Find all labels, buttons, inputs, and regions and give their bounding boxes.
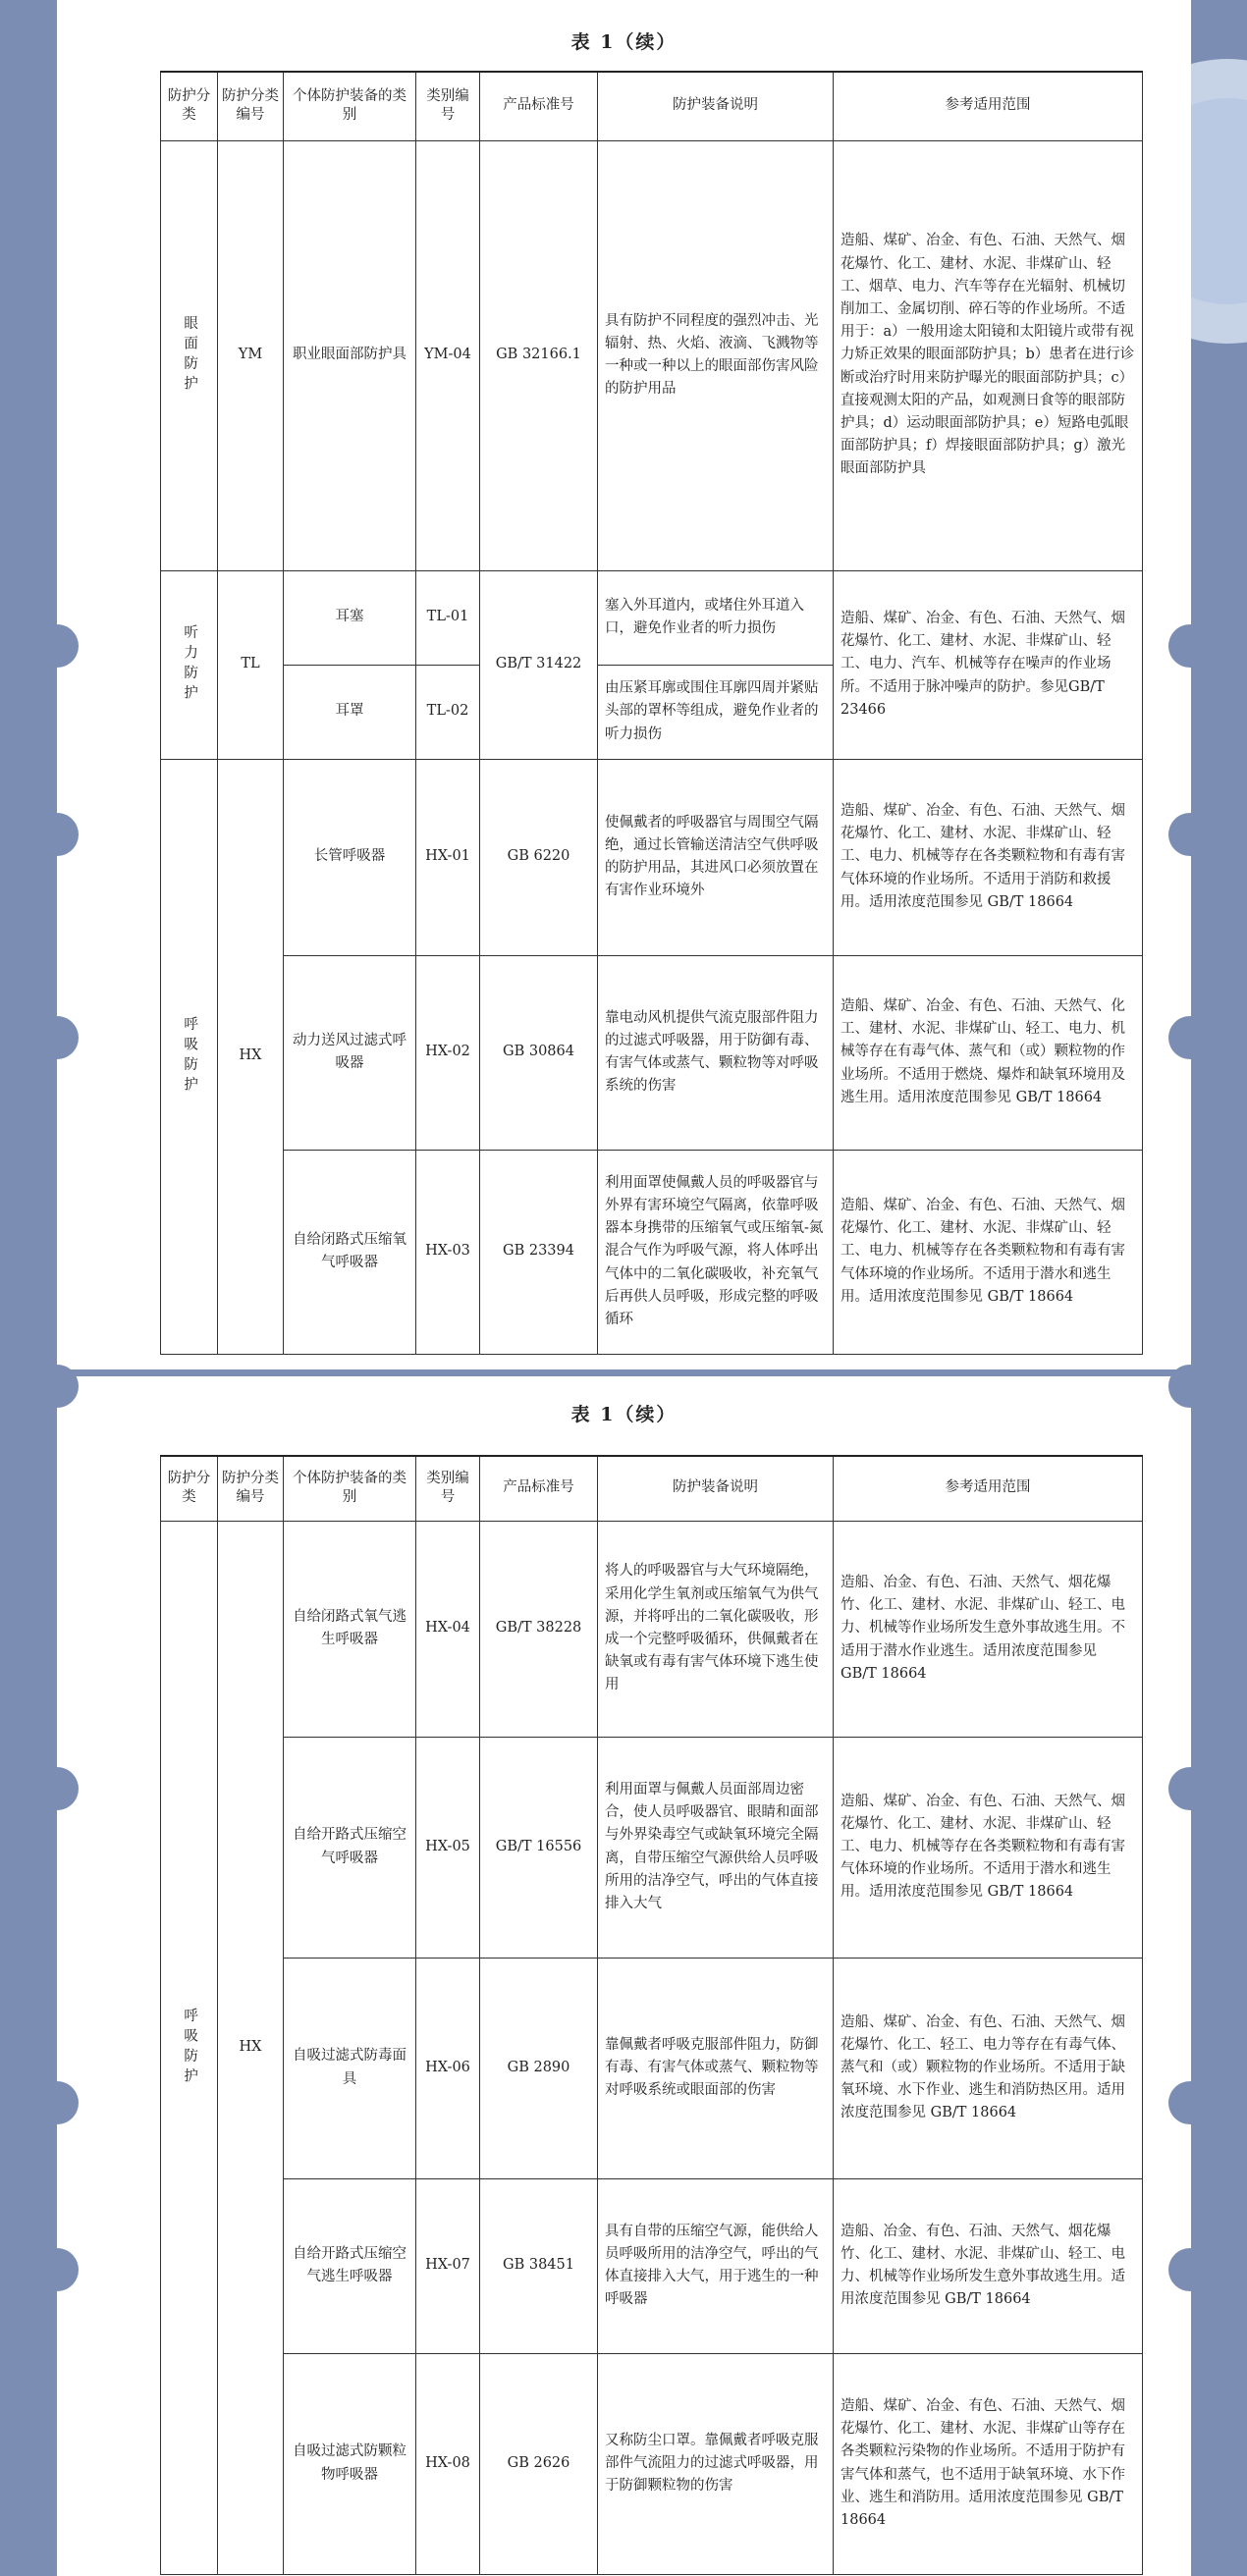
- scope-cell: 造船、煤矿、冶金、有色、石油、天然气、烟花爆竹、化工、建材、水泥、非煤矿山、轻工、电力、机械等存在各类颗粒物和有毒有害气体环境的作业场所。不适用于消防和救援用。适用浓度范围参见 GB/T 18664: [834, 759, 1143, 955]
- standard-cell: GB/T 16556: [480, 1737, 598, 1958]
- standard-cell: GB/T 38228: [480, 1521, 598, 1737]
- standard-cell: GB 2626: [480, 2353, 598, 2574]
- table-row: [161, 2353, 1143, 2574]
- description-cell: 又称防尘口罩。靠佩戴者呼吸克服部件气流阻力的过滤式呼吸器，用于防御颗粒物的伤害: [598, 2353, 834, 2574]
- page-notch: [1168, 1016, 1212, 1059]
- equipment-type-cell: 自给开路式压缩空气呼吸器: [284, 1737, 416, 1958]
- header-description: 防护装备说明: [598, 1456, 834, 1521]
- header-category-code: 防护分类编号: [218, 1456, 284, 1521]
- equipment-type-cell: 自给闭路式氧气逃生呼吸器: [284, 1521, 416, 1737]
- table-row: [161, 955, 1143, 1150]
- category-code-cell: TL: [218, 570, 284, 759]
- category-cell: 眼面防护: [161, 140, 218, 570]
- scope-cell: 造船、煤矿、冶金、有色、石油、天然气、烟花爆竹、化工、建材、水泥、非煤矿山、轻工、电力、机械等存在各类颗粒物和有毒有害气体环境的作业场所。不适用于潜水和逃生用。适用浓度范围参见 GB/T 18664: [834, 1150, 1143, 1354]
- page-notch: [35, 2081, 79, 2124]
- equipment-type-cell: 自吸过滤式防毒面具: [284, 1958, 416, 2178]
- page-notch: [1168, 813, 1212, 856]
- type-code-cell: HX-05: [416, 1737, 480, 1958]
- header-description: 防护装备说明: [598, 72, 834, 140]
- table-row: [161, 759, 1143, 955]
- description-cell: 将人的呼吸器官与大气环境隔绝，采用化学生氧剂或压缩氧气为供气源，并将呼出的二氧化碳吸收，形成一个完整呼吸循环，供佩戴者在缺氧或有毒有害气体环境下逃生使用: [598, 1521, 834, 1737]
- type-code-cell: TL-02: [416, 665, 480, 759]
- description-cell: 靠电动风机提供气流克服部件阻力的过滤式呼吸器，用于防御有毒、有害气体或蒸气、颗粒物等对呼吸系统的伤害: [598, 955, 834, 1150]
- scope-cell: 造船、煤矿、冶金、有色、石油、天然气、烟花爆竹、化工、建材、水泥、非煤矿山、轻工、烟草、电力、汽车等存在光辐射、机械切削加工、金属切削、碎石等的作业场所。不适用于：a）一般用途太阳镜和太阳镜片或带有视力矫正效果的眼面部防护具；b）患者在进行诊断或治疗时用来防护曝光的眼面部防护具；c）直接观测太阳的产品，如观测日食等的眼部防护具；d）运动眼面部防护具；e）短路电弧眼面部防护具；f）焊接眼面部防护具；g）激光眼面部防护具: [834, 140, 1143, 570]
- header-type-code: 类别编号: [416, 1456, 480, 1521]
- table-row: [161, 2178, 1143, 2353]
- description-cell: 利用面罩与佩戴人员面部周边密合，使人员呼吸器官、眼睛和面部与外界染毒空气或缺氧环境完全隔离，自带压缩空气源供给人员呼吸所用的洁净空气，呼出的气体直接排入大气: [598, 1737, 834, 1958]
- page-notch: [35, 1767, 79, 1810]
- page-notch: [1168, 624, 1212, 668]
- scope-cell: 造船、煤矿、冶金、有色、石油、天然气、烟花爆竹、化工、建材、水泥、非煤矿山等存在各类颗粒污染物的作业场所。不适用于防护有害气体和蒸气，也不适用于缺氧环境、水下作业、逃生和消防用。适用浓度范围参见 GB/T 18664: [834, 2353, 1143, 2574]
- page-notch: [35, 624, 79, 668]
- table-row: [161, 1521, 1143, 1737]
- description-cell: 具有自带的压缩空气源，能供给人员呼吸所用的洁净空气，呼出的气体直接排入大气，用于逃生的一种呼吸器: [598, 2178, 834, 2353]
- standard-cell: GB 30864: [480, 955, 598, 1150]
- type-code-cell: HX-08: [416, 2353, 480, 2574]
- equipment-type-cell: 自给闭路式压缩氧气呼吸器: [284, 1150, 416, 1354]
- scope-cell: 造船、煤矿、冶金、有色、石油、天然气、烟花爆竹、化工、建材、水泥、非煤矿山、轻工、电力、汽车、机械等存在噪声的作业场所。不适用于脉冲噪声的防护。参见GB/T 23466: [834, 570, 1143, 759]
- description-cell: 塞入外耳道内，或堵住外耳道入口，避免作业者的听力损伤: [598, 570, 834, 665]
- scope-cell: 造船、冶金、有色、石油、天然气、烟花爆竹、化工、建材、水泥、非煤矿山、轻工、电力、机械等作业场所发生意外事故逃生用。适用浓度范围参见 GB/T 18664: [834, 2178, 1143, 2353]
- table-caption: 表 1（续）: [570, 1404, 678, 1425]
- category-cell: 听力防护: [161, 570, 218, 759]
- description-cell: 靠佩戴者呼吸克服部件阻力，防御有毒、有害气体或蒸气、颗粒物等对呼吸系统或眼面部的伤害: [598, 1958, 834, 2178]
- table-header-row: [161, 72, 1143, 140]
- equipment-type-cell: 耳塞: [284, 570, 416, 665]
- header-category: 防护分类: [161, 72, 218, 140]
- equipment-type-cell: 动力送风过滤式呼吸器: [284, 955, 416, 1150]
- category-code-cell: YM: [218, 140, 284, 570]
- type-code-cell: YM-04: [416, 140, 480, 570]
- page-notch: [1168, 1767, 1212, 1810]
- standard-cell: GB 38451: [480, 2178, 598, 2353]
- scope-cell: 造船、煤矿、冶金、有色、石油、天然气、烟花爆竹、化工、建材、水泥、非煤矿山、轻工、电力、机械等存在各类颗粒物和有毒有害气体环境的作业场所。不适用于潜水和逃生用。适用浓度范围参见 GB/T 18664: [834, 1737, 1143, 1958]
- description-cell: 利用面罩使佩戴人员的呼吸器官与外界有害环境空气隔离，依靠呼吸器本身携带的压缩氧气或压缩氧-氮混合气作为呼吸气源，将人体呼出气体中的二氧化碳吸收，补充氧气后再供人员呼吸，形成完整的呼吸循环: [598, 1150, 834, 1354]
- document-page-1: [57, 0, 1191, 1369]
- header-type-code: 类别编号: [416, 72, 480, 140]
- description-cell: 由压紧耳廓或围住耳廓四周并紧贴头部的罩杯等组成，避免作业者的听力损伤: [598, 665, 834, 759]
- type-code-cell: HX-02: [416, 955, 480, 1150]
- page-notch: [35, 2248, 79, 2291]
- scope-cell: 造船、煤矿、冶金、有色、石油、天然气、烟花爆竹、化工、轻工、电力等存在有毒气体、蒸气和（或）颗粒物的作业场所。不适用于缺氧环境、水下作业、逃生和消防热区用。适用浓度范围参见 GB/T 18664: [834, 1958, 1143, 2178]
- standard-cell: GB 23394: [480, 1150, 598, 1354]
- type-code-cell: HX-03: [416, 1150, 480, 1354]
- equipment-type-cell: 耳罩: [284, 665, 416, 759]
- table-row: [161, 1150, 1143, 1354]
- type-code-cell: HX-06: [416, 1958, 480, 2178]
- equipment-type-cell: 职业眼面部防护具: [284, 140, 416, 570]
- type-code-cell: HX-01: [416, 759, 480, 955]
- equipment-type-cell: 自吸过滤式防颗粒物呼吸器: [284, 2353, 416, 2574]
- scope-cell: 造船、冶金、有色、石油、天然气、烟花爆竹、化工、建材、水泥、非煤矿山、轻工、电力、机械等作业场所发生意外事故逃生用。不适用于潜水作业逃生。适用浓度范围参见 GB/T 18664: [834, 1521, 1143, 1737]
- header-scope: 参考适用范围: [834, 72, 1143, 140]
- table-row: [161, 1958, 1143, 2178]
- header-standard: 产品标准号: [480, 72, 598, 140]
- header-equipment-type: 个体防护装备的类别: [284, 72, 416, 140]
- header-category-code: 防护分类编号: [218, 72, 284, 140]
- page-notch: [1168, 2248, 1212, 2291]
- protection-table-part-2: [160, 1455, 1143, 2575]
- standard-cell: GB/T 31422: [480, 570, 598, 759]
- page-notch: [35, 813, 79, 856]
- equipment-type-cell: 自给开路式压缩空气逃生呼吸器: [284, 2178, 416, 2353]
- table-caption: 表 1（续）: [570, 31, 678, 53]
- standard-cell: GB 6220: [480, 759, 598, 955]
- scope-cell: 造船、煤矿、冶金、有色、石油、天然气、化工、建材、水泥、非煤矿山、轻工、电力、机械等存在有毒气体、蒸气和（或）颗粒物的作业场所。不适用于燃烧、爆炸和缺氧环境用及逃生用。适用浓度范围参见 GB/T 18664: [834, 955, 1143, 1150]
- standard-cell: GB 32166.1: [480, 140, 598, 570]
- table-row: [161, 140, 1143, 570]
- document-page-2: [57, 1376, 1191, 2576]
- table-row: [161, 570, 1143, 665]
- page-notch: [35, 1365, 79, 1408]
- page-notch: [35, 1016, 79, 1059]
- standard-cell: GB 2890: [480, 1958, 598, 2178]
- category-code-cell: HX: [218, 759, 284, 1354]
- type-code-cell: HX-07: [416, 2178, 480, 2353]
- type-code-cell: HX-04: [416, 1521, 480, 1737]
- category-cell: 呼吸防护: [161, 1521, 218, 2574]
- header-equipment-type: 个体防护装备的类别: [284, 1456, 416, 1521]
- equipment-type-cell: 长管呼吸器: [284, 759, 416, 955]
- description-cell: 具有防护不同程度的强烈冲击、光辐射、热、火焰、液滴、飞溅物等一种或一种以上的眼面部伤害风险的防护用品: [598, 140, 834, 570]
- protection-table-part-1: [160, 71, 1143, 1355]
- page-notch: [1168, 2081, 1212, 2124]
- header-scope: 参考适用范围: [834, 1456, 1143, 1521]
- header-standard: 产品标准号: [480, 1456, 598, 1521]
- category-code-cell: HX: [218, 1521, 284, 2574]
- description-cell: 使佩戴者的呼吸器官与周围空气隔绝，通过长管输送清洁空气供呼吸的防护用品，其进风口必须放置在有害作业环境外: [598, 759, 834, 955]
- table-row: [161, 1737, 1143, 1958]
- header-category: 防护分类: [161, 1456, 218, 1521]
- page-notch: [1168, 1365, 1212, 1408]
- category-cell: 呼吸防护: [161, 759, 218, 1354]
- table-header-row: [161, 1456, 1143, 1521]
- type-code-cell: TL-01: [416, 570, 480, 665]
